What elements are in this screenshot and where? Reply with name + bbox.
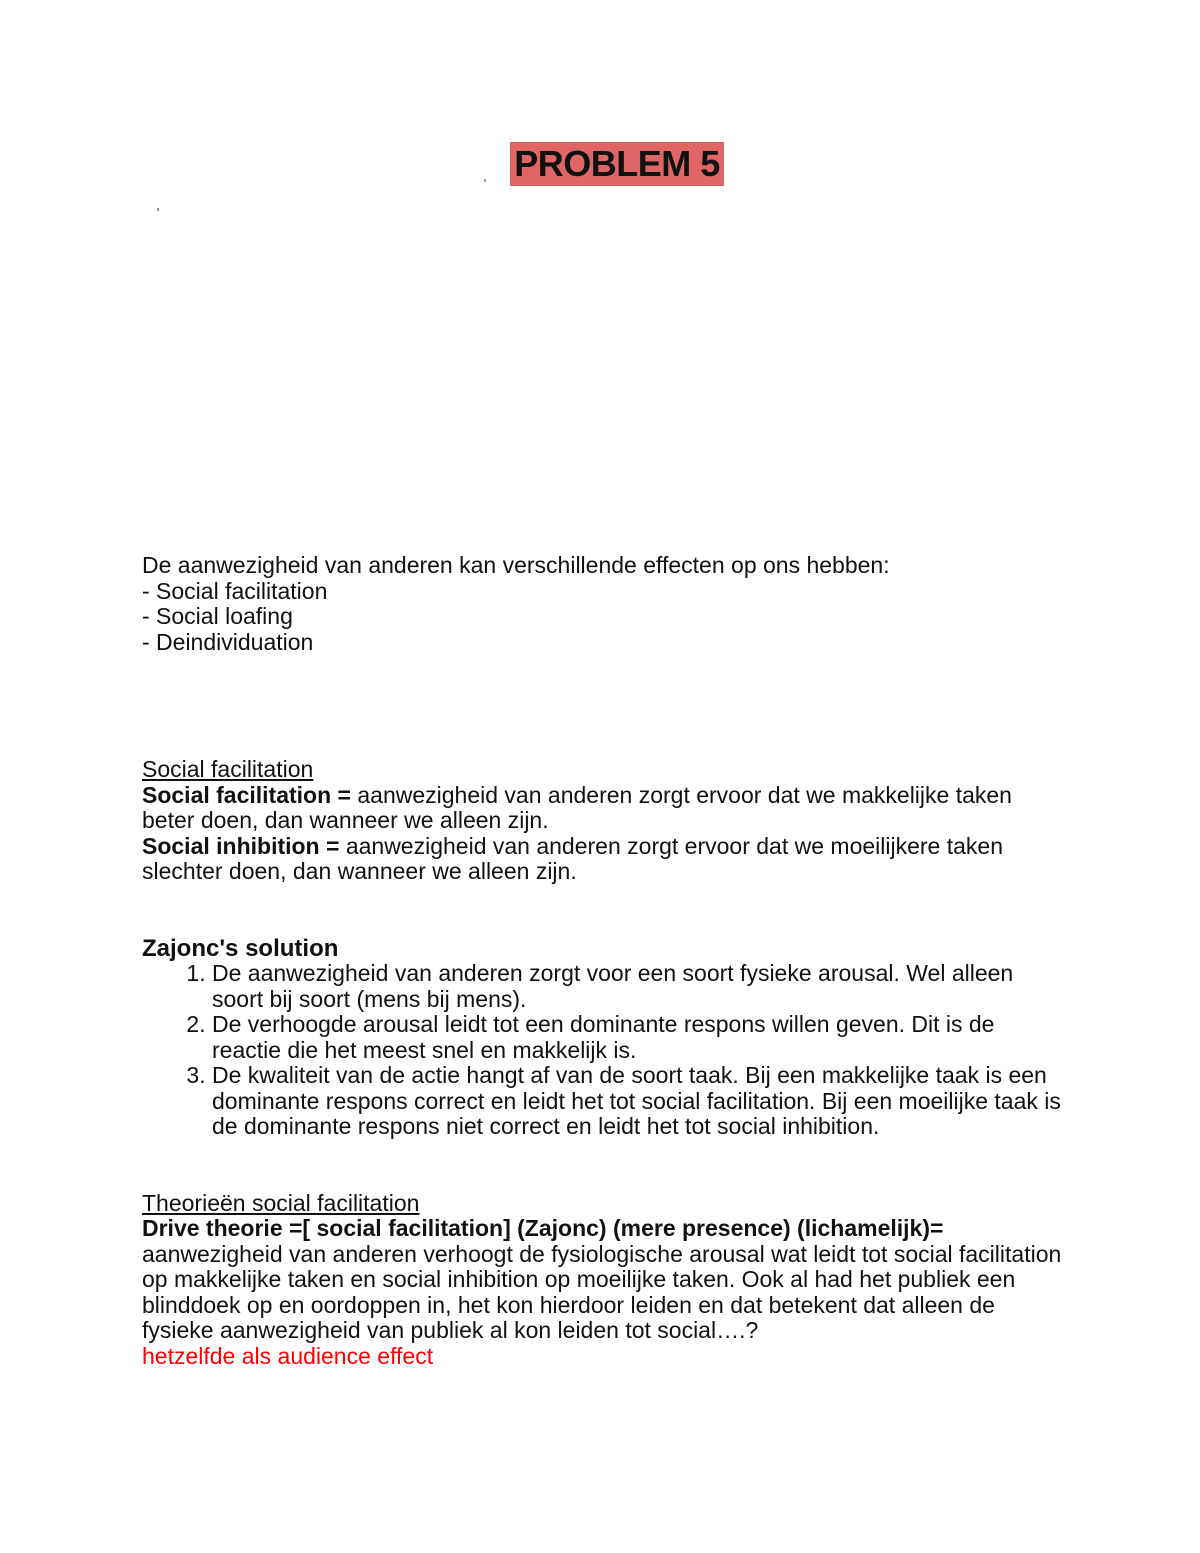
intro-item-1: - Social facilitation [142, 577, 328, 604]
section-heading-theories: Theorieën social facilitation [142, 1189, 420, 1216]
list-item: 2. De verhoogde arousal leidt tot een dominante respons willen geven. Dit is de reactie die het meest snel en makkelijk is. [212, 1012, 1062, 1063]
drive-theory-term: Drive theorie =[ social facilitation] (Zajonc) (mere presence) (lichamelijk)= [142, 1215, 944, 1241]
facilitation-text: aanwezigheid van anderen zorgt ervoor dat we makkelijke taken beter doen, dan wanneer we alleen zijn. [142, 781, 1012, 833]
section-heading-social-facilitation: Social facilitation [142, 756, 314, 782]
list-item: 1. De aanwezigheid van anderen zorgt voor een soort fysieke arousal. Wel alleen soort bij soort (mens bij mens). [212, 961, 1062, 1012]
drive-theory-text: aanwezigheid van anderen verhoogt de fysiologische arousal wat leidt tot social facilitation op makkelijke taken en social inhibition op moeilijke taken. Ook al had het publiek een blinddoek op en oordoppen in, het kon hierdoor leiden en dat betekent dat alleen de fysieke aanwezigheid van publiek al kon leiden tot social….? [142, 1240, 1062, 1343]
title-row [0, 142, 1200, 186]
list-item: 3. De kwaliteit van de actie hangt af van de soort taak. Bij een makkelijke taak is een dominante respons correct en leidt het tot social facilitation. Bij een moeilijke taak is de dominante respons niet correct en leidt het tot social inhibition. [212, 1063, 1062, 1140]
zajonc-steps-list [142, 961, 1062, 1140]
intro-text: De aanwezigheid van anderen kan verschillende effecten op ons hebben: [142, 552, 890, 578]
inhibition-term: Social inhibition = [142, 832, 340, 859]
facilitation-term: Social facilitation = [142, 781, 351, 808]
audience-effect-note: hetzelfde als audience effect [142, 1342, 434, 1369]
intro-item-3: - Deindividuation [142, 628, 314, 655]
inhibition-definition [142, 834, 1062, 885]
section-heading-zajonc: Zajonc's solution [142, 934, 339, 962]
document-body [142, 553, 1062, 1369]
inhibition-text: aanwezigheid van anderen zorgt ervoor dat we moeilijkere taken slechter doen, dan wanneer we alleen zijn. [142, 832, 1003, 884]
page-title: PROBLEM 5 [510, 142, 724, 186]
spacer [142, 655, 1062, 757]
spacer [142, 885, 1062, 936]
intro-item-2: - Social loafing [142, 603, 293, 629]
facilitation-definition [142, 783, 1062, 834]
stray-mark-2 [157, 208, 159, 211]
spacer [142, 1140, 1062, 1191]
